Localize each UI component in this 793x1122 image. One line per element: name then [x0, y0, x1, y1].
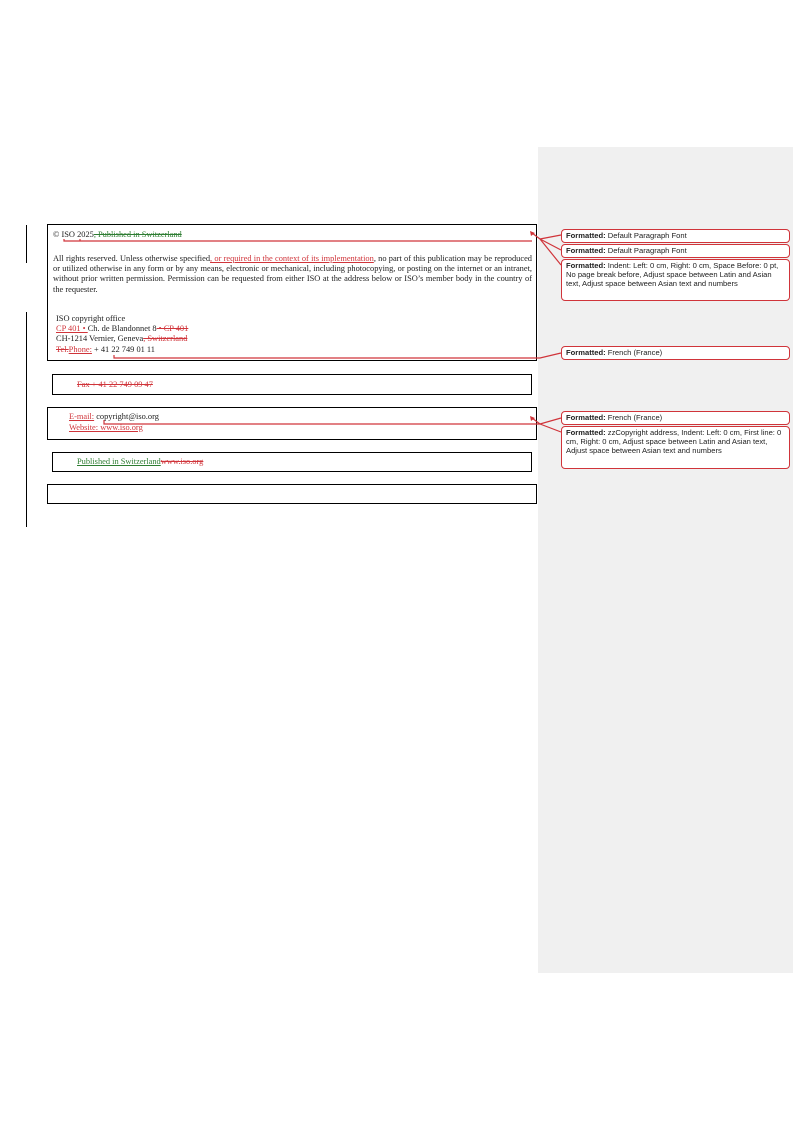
comment-balloon[interactable]: Formatted: Default Paragraph Font — [561, 244, 790, 258]
change-bar — [26, 225, 27, 263]
copyright-line[interactable]: © ISO 2025, Published in Switzerland — [53, 230, 182, 239]
comment-balloon[interactable]: Formatted: Indent: Left: 0 cm, Right: 0 cm, Space Before: 0 pt, No page break before, Adjust space between Latin and Asian text, Adjust space between Asian text and numbers — [561, 259, 790, 301]
published-line[interactable]: Published in Switzerlandwww.iso.org — [77, 457, 204, 466]
empty-block[interactable] — [47, 484, 537, 504]
copyright-block — [47, 224, 537, 361]
fax-line[interactable]: Fax + 41 22 749 09 47 — [77, 380, 153, 389]
inserted-text: , or required in the context of its implementation — [210, 254, 374, 263]
rights-paragraph[interactable]: All rights reserved. Unless otherwise specified, or required in the context of its implementation, no part of this publication may be reproduced or utilized otherwise in any form or by any means, electronic or mechanical, including photocopying, or posting on the internet or an intranet, without prior written permission. Permission can be requested from either ISO at the address below or ISO’s member body in the country of the requester. — [53, 254, 532, 294]
published-block — [52, 452, 532, 472]
comment-balloon[interactable]: Formatted: Default Paragraph Font — [561, 229, 790, 243]
address-city[interactable]: CH-1214 Vernier, Geneva, Switzerland — [56, 334, 188, 343]
address-street[interactable]: CP 401 • Ch. de Blandonnet 8 • CP 401 — [56, 324, 189, 333]
contact-block — [47, 407, 537, 440]
comment-balloon[interactable]: Formatted: zzCopyright address, Indent: Left: 0 cm, First line: 0 cm, Right: 0 cm, Adjust space between Latin and Asian text, Adjust space between Asian text and numbers — [561, 426, 790, 469]
email-line[interactable]: E-mail: copyright@iso.org — [69, 412, 159, 421]
comment-balloon[interactable]: Formatted: French (France) — [561, 411, 790, 425]
fax-block — [52, 374, 532, 395]
deleted-published-text: , Published in Switzerland — [93, 230, 182, 239]
website-line[interactable]: Website: www.iso.org — [69, 423, 143, 432]
comment-balloon[interactable]: Formatted: French (France) — [561, 346, 790, 360]
change-bar — [26, 312, 27, 527]
address-phone[interactable]: Tel.Phone: + 41 22 749 01 11 — [56, 345, 155, 354]
address-office[interactable]: ISO copyright office — [56, 314, 126, 323]
